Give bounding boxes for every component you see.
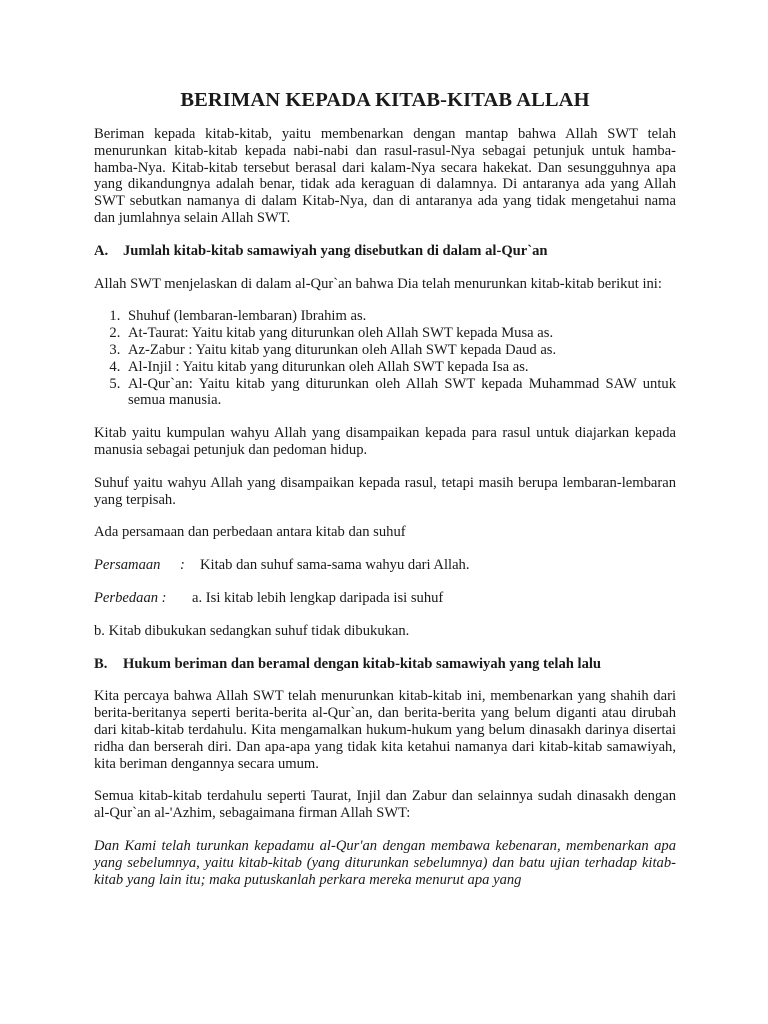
section-a-heading-text: Jumlah kitab-kitab samawiyah yang disebutkan di dalam al-Qur`an — [123, 242, 548, 259]
section-b-heading-text: Hukum beriman dan beramal dengan kitab-kitab samawiyah yang telah lalu — [123, 655, 602, 672]
perbedaan-label: Perbedaan : — [94, 589, 167, 606]
section-b-paragraph-1: Kita percaya bahwa Allah SWT telah menurunkan kitab-kitab ini, membenarkan yang shahih dari berita-beritanya seperti berita-berita al-Qur`an, dan berita-berita yang belum diganti atau dirubah dari kitab-kitab terdahulu. Kita mengamalkan hukum-hukum yang belum dinasakh darinya disertai ridha dan berserah diri. Dan apa-apa yang tidak kita ketahui namanya dari kitab-kitab samawiyah, kita beriman dengannya secara umum. — [94, 688, 676, 772]
perbedaan-row — [94, 590, 676, 607]
intro-paragraph: Beriman kepada kitab-kitab, yaitu membenarkan dengan mantap bahwa Allah SWT telah menurunkan kitab-kitab kepada nabi-nabi dan rasul-rasul-Nya sebagai petunjuk untuk hamba-hamba-Nya. Kitab-kitab tersebut berasal dari kalam-Nya secara hakekat. Dan sesungguhnya apa yang dikandungnya adalah benar, tidak ada keraguan di dalamnya. Di antaranya ada yang Allah SWT sebutkan namanya di dalam Kitab-Nya, dan di antaranya ada yang tidak mengetahui nama dan jumlahnya selain Allah SWT. — [94, 126, 676, 226]
list-item: 2. At-Taurat: Yaitu kitab yang diturunkan oleh Allah SWT kepada Musa as. — [124, 325, 676, 342]
section-a-heading — [94, 243, 676, 260]
section-b-letter: B. — [94, 655, 108, 672]
compare-intro: Ada persamaan dan perbedaan antara kitab dan suhuf — [94, 524, 406, 541]
section-a-lead: Allah SWT menjelaskan di dalam al-Qur`an bahwa Dia telah menurunkan kitab-kitab berikut ini: — [94, 275, 662, 292]
perbedaan-b-text: b. Kitab dibukukan sedangkan suhuf tidak dibukukan. — [94, 622, 410, 639]
section-b-heading — [94, 656, 676, 673]
list-item: 4. Al-Injil : Yaitu kitab yang diturunkan oleh Allah SWT kepada Isa as. — [124, 359, 676, 376]
kitab-list — [94, 308, 676, 409]
persamaan-text: Kitab dan suhuf sama-sama wahyu dari Allah. — [200, 557, 470, 574]
list-item: 5. Al-Qur`an: Yaitu kitab yang diturunkan oleh Allah SWT kepada Muhammad SAW untuk semua manusia. — [124, 376, 676, 410]
section-a-letter: A. — [94, 242, 109, 259]
perbedaan-a-text: a. Isi kitab lebih lengkap daripada isi suhuf — [192, 589, 444, 606]
persamaan-separator: : — [180, 557, 185, 574]
persamaan-row — [94, 557, 676, 574]
quran-quote: Dan Kami telah turunkan kepadamu al-Qur'an dengan membawa kebenaran, membenarkan apa yang sebelumnya, yaitu kitab-kitab (yang diturunkan sebelumnya) dan batu ujian terhadap kitab-kitab yang lain itu; maka putuskanlah perkara mereka menurut apa yang — [94, 837, 676, 888]
list-item: 1. Shuhuf (lembaran-lembaran) Ibrahim as. — [124, 308, 676, 325]
suhuf-definition: Suhuf yaitu wahyu Allah yang disampaikan kepada rasul, tetapi masih berupa lembaran-lembaran yang terpisah. — [94, 474, 676, 508]
persamaan-label: Persamaan — [94, 557, 161, 574]
section-b-paragraph-2: Semua kitab-kitab terdahulu seperti Taurat, Injil dan Zabur dan selainnya sudah dinasakh dengan al-Qur`an al-'Azhim, sebagaimana firman Allah SWT: — [94, 788, 676, 822]
list-item: 3. Az-Zabur : Yaitu kitab yang diturunkan oleh Allah SWT kepada Daud as. — [124, 342, 676, 359]
document-title: BERIMAN KEPADA KITAB-KITAB ALLAH — [180, 89, 590, 111]
document-page — [94, 88, 676, 888]
kitab-definition: Kitab yaitu kumpulan wahyu Allah yang disampaikan kepada para rasul untuk diajarkan kepada manusia sebagai petunjuk dan pedoman hidup. — [94, 425, 676, 458]
